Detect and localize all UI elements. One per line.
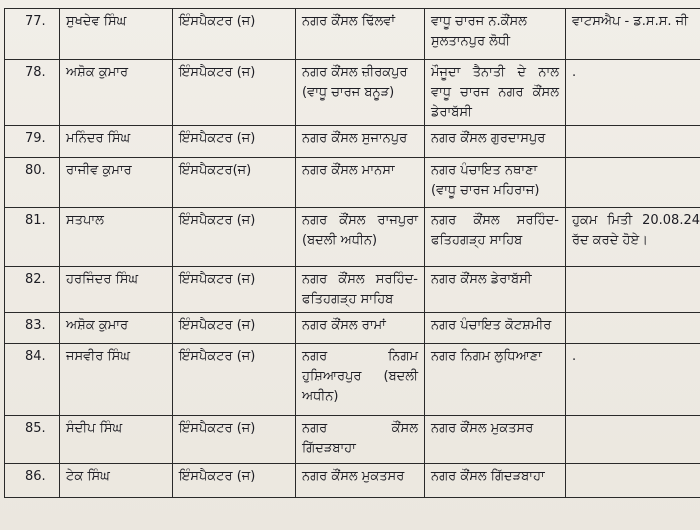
present-posting-line: ਗਿੱਦੜਬਾਹਾ [302, 441, 356, 456]
remarks [566, 60, 700, 126]
remarks [566, 344, 700, 416]
designation: ਇੰਸਪੈਕਟਰ (ਜ) [173, 267, 296, 313]
new-posting-line: ਡੇਰਾਬੱਸੀ [431, 105, 472, 120]
employee-name: ਅਸ਼ੋਕ ਕੁਮਾਰ [60, 313, 173, 344]
employee-name: ਹਰਜਿੰਦਰ ਸਿੰਘ [60, 267, 173, 313]
remarks-line: . [572, 65, 577, 80]
table-row [5, 464, 700, 498]
remarks [566, 208, 700, 267]
remarks [566, 416, 700, 464]
new-posting [425, 267, 566, 313]
remarks-line: ਵਾਟਸਐਪ - ਡ.ਸ.ਸ. ਜੀ [572, 14, 689, 29]
new-posting [425, 9, 566, 60]
serial-number: 77. [5, 9, 60, 60]
new-posting [425, 313, 566, 344]
remarks-line: ਰੱਦ ਕਰਦੇ ਹੋਏ। [572, 233, 648, 248]
serial-number: 79. [5, 126, 60, 158]
new-posting [425, 126, 566, 158]
employee-name: ਸਤਪਾਲ [60, 208, 173, 267]
table-row [5, 267, 700, 313]
present-posting-line: ਨਗਰ ਕੌਂਸਲ ਸਰਹਿੰਦ- [302, 272, 418, 287]
present-posting [296, 158, 425, 208]
new-posting [425, 344, 566, 416]
new-posting [425, 416, 566, 464]
serial-number: 80. [5, 158, 60, 208]
serial-number: 86. [5, 464, 60, 498]
present-posting [296, 464, 425, 498]
new-posting [425, 208, 566, 267]
table-row [5, 313, 700, 344]
designation: ਇੰਸਪੈਕਟਰ (ਜ) [173, 208, 296, 267]
present-posting [296, 267, 425, 313]
present-posting-line: ਨਗਰ ਕੌਂਸਲ ਮਾਨਸਾ [302, 163, 395, 178]
designation: ਇੰਸਪੈਕਟਰ (ਜ) [173, 416, 296, 464]
new-posting [425, 158, 566, 208]
designation: ਇੰਸਪੈਕਟਰ (ਜ) [173, 464, 296, 498]
present-posting-line: ਅਧੀਨ) [302, 389, 339, 404]
new-posting-line: ਨਗਰ ਕੌਂਸਲ ਮੁਕਤਸਰ [431, 421, 534, 436]
serial-number: 84. [5, 344, 60, 416]
transfer-table-body [5, 9, 700, 498]
present-posting-line: ਨਗਰ ਕੌਂਸਲ ਢਿੱਲਵਾਂ [302, 14, 396, 29]
table-row [5, 9, 700, 60]
new-posting [425, 464, 566, 498]
new-posting-line: ਨਗਰ ਕੌਂਸਲ ਡੇਰਾਬੱਸੀ [431, 272, 532, 287]
remarks [566, 464, 700, 498]
present-posting-line: ਨਗਰ ਕੌਂਸਲ ਰਾਜਪੁਰਾ [302, 213, 418, 228]
table-row [5, 416, 700, 464]
new-posting-line: ਮੌਜੂਦਾ ਤੈਨਾਤੀ ਦੇ ਨਾਲ [431, 65, 559, 80]
employee-name: ਰਾਜੀਵ ਕੁਮਾਰ [60, 158, 173, 208]
present-posting-line: ਫਤਿਹਗੜ੍ਹ ਸਾਹਿਬ [302, 292, 394, 307]
new-posting-line: ਵਾਧੂ ਚਾਰਜ ਨ.ਕੌਂਸਲ [431, 14, 527, 29]
table-row [5, 60, 700, 126]
remarks [566, 313, 700, 344]
present-posting [296, 344, 425, 416]
new-posting [425, 60, 566, 126]
new-posting-line: ਨਗਰ ਪੰਚਾਇਤ ਨਥਾਣਾ [431, 163, 538, 178]
employee-name: ਅਸ਼ੋਕ ਕੁਮਾਰ [60, 60, 173, 126]
new-posting-line: ਨਗਰ ਕੌਂਸਲ ਸਰਹਿੰਦ- [431, 213, 559, 228]
serial-number: 78. [5, 60, 60, 126]
present-posting-line: ਨਗਰ ਕੌਂਸਲ ਰਾਮਾਂ [302, 318, 386, 333]
serial-number: 82. [5, 267, 60, 313]
remarks-line: . [572, 349, 577, 364]
employee-name: ਮਨਿੰਦਰ ਸਿੰਘ [60, 126, 173, 158]
designation: ਇੰਸਪੈਕਟਰ (ਜ) [173, 313, 296, 344]
new-posting-line: ਨਗਰ ਨਿਗਮ ਲੁਧਿਆਣਾ [431, 349, 542, 364]
new-posting-line: ਸੁਲਤਾਨਪੁਰ ਲੋਧੀ [431, 34, 511, 49]
serial-number: 81. [5, 208, 60, 267]
designation: ਇੰਸਪੈਕਟਰ (ਜ) [173, 9, 296, 60]
present-posting-line: ਹੁਸ਼ਿਆਰਪੁਰ (ਬਦਲੀ [302, 369, 418, 384]
present-posting-line: ਨਗਰ ਕੌਂਸਲ ਜ਼ੀਰਕਪੁਰ [302, 65, 408, 80]
designation: ਇੰਸਪੈਕਟਰ(ਜ) [173, 158, 296, 208]
present-posting [296, 208, 425, 267]
present-posting [296, 9, 425, 60]
table-row [5, 158, 700, 208]
employee-name: ਸੁਖਦੇਵ ਸਿੰਘ [60, 9, 173, 60]
employee-name: ਜਸਵੀਰ ਸਿੰਘ [60, 344, 173, 416]
present-posting-line: (ਵਾਧੂ ਚਾਰਜ ਬਨੂੜ) [302, 85, 395, 100]
remarks-line: ਹੁਕਮ ਮਿਤੀ 20.08.24 [572, 213, 700, 228]
new-posting-line: ਨਗਰ ਕੌਂਸਲ ਗਿੱਦੜਬਾਹਾ [431, 469, 545, 484]
designation: ਇੰਸਪੈਕਟਰ (ਜ) [173, 126, 296, 158]
remarks [566, 158, 700, 208]
designation: ਇੰਸਪੈਕਟਰ (ਜ) [173, 344, 296, 416]
table-row [5, 344, 700, 416]
new-posting-line: ਨਗਰ ਪੰਚਾਇਤ ਕੋਟਸ਼ਮੀਰ [431, 318, 552, 333]
remarks [566, 267, 700, 313]
new-posting-line: ਫਤਿਹਗੜ੍ਹ ਸਾਹਿਬ [431, 233, 523, 248]
new-posting-line: ਨਗਰ ਕੌਂਸਲ ਗੁਰਦਾਸਪੁਰ [431, 131, 546, 146]
present-posting [296, 313, 425, 344]
present-posting-line: ਨਗਰ ਕੌਂਸਲ ਸੁਜਾਨਪੁਰ [302, 131, 408, 146]
present-posting-line: ਨਗਰ ਕੌਂਸਲ ਮੁਕਤਸਰ [302, 469, 405, 484]
present-posting-line: ਨਗਰ ਕੌਂਸਲ [302, 421, 418, 436]
present-posting [296, 126, 425, 158]
new-posting-line: ਵਾਧੂ ਚਾਰਜ ਨਗਰ ਕੌਂਸਲ [431, 85, 559, 100]
present-posting-line: (ਬਦਲੀ ਅਧੀਨ) [302, 233, 378, 248]
transfer-table [4, 8, 700, 498]
new-posting-line: (ਵਾਧੂ ਚਾਰਜ ਮਹਿਰਾਜ) [431, 183, 540, 198]
present-posting [296, 416, 425, 464]
table-row [5, 208, 700, 267]
employee-name: ਟੇਕ ਸਿੰਘ [60, 464, 173, 498]
serial-number: 83. [5, 313, 60, 344]
employee-name: ਸੰਦੀਪ ਸਿੰਘ [60, 416, 173, 464]
present-posting-line: ਨਗਰ ਨਿਗਮ [302, 349, 418, 364]
designation: ਇੰਸਪੈਕਟਰ (ਜ) [173, 60, 296, 126]
table-row [5, 126, 700, 158]
serial-number: 85. [5, 416, 60, 464]
remarks [566, 9, 700, 60]
remarks [566, 126, 700, 158]
present-posting [296, 60, 425, 126]
